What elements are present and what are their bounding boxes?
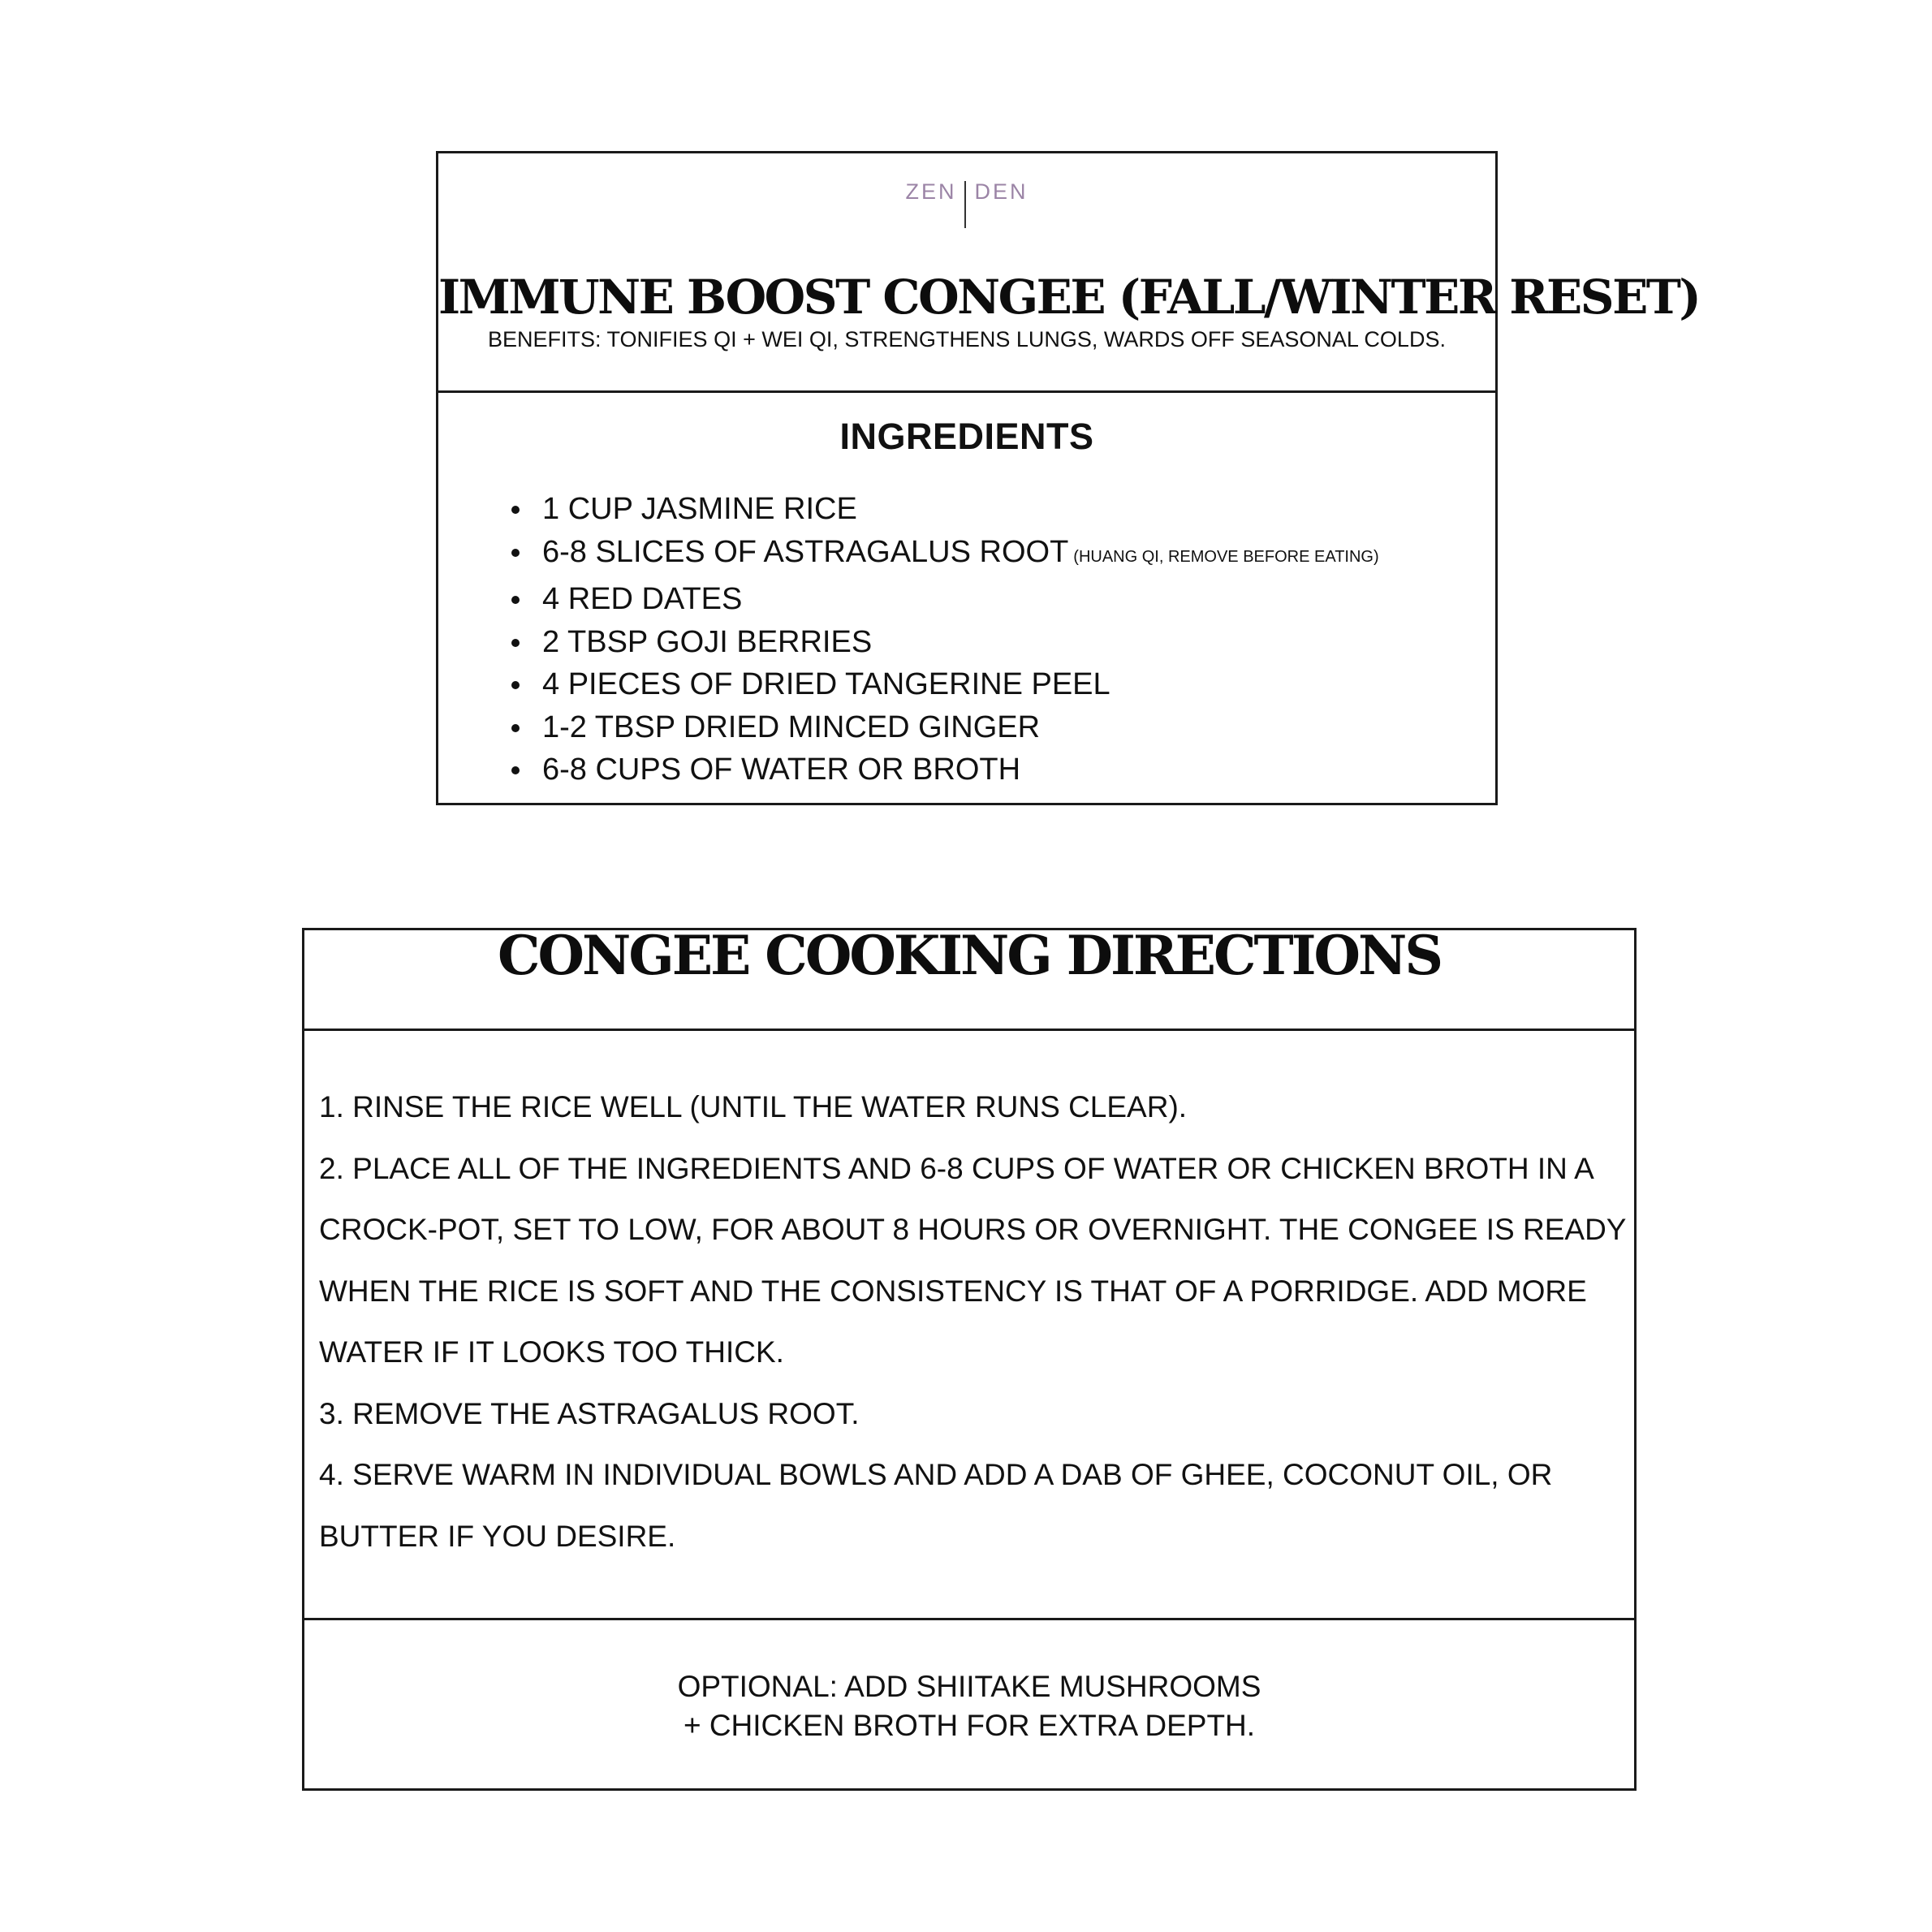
optional-note-line-2: + CHICKEN BROTH FOR EXTRA DEPTH. (683, 1709, 1256, 1742)
directions-title: CONGEE COOKING DIRECTIONS (498, 924, 1441, 988)
ingredient-item (511, 748, 1495, 791)
ingredient-text: 1-2 TBSP DRIED MINCED GINGER (542, 709, 1041, 744)
bullet-icon (511, 639, 520, 647)
recipe-benefits: BENEFITS: TONIFIES QI + WEI QI, STRENGTHENS LUNGS, WARDS OFF SEASONAL COLDS. (488, 327, 1446, 351)
directions-header (304, 924, 1634, 1031)
direction-step: 4. SERVE WARM IN INDIVIDUAL BOWLS AND ADD A DAB OF GHEE, COCONUT OIL, OR BUTTER IF YOU DESIRE. (319, 1458, 1553, 1553)
recipe-card (436, 151, 1700, 805)
direction-step: 3. REMOVE THE ASTRAGALUS ROOT. (319, 1396, 860, 1430)
bullet-icon (511, 724, 520, 732)
ingredient-item (511, 578, 1495, 621)
ingredient-text: 1 CUP JASMINE RICE (542, 492, 857, 527)
recipe-title: IMMUNE BOOST CONGEE (FALL/WINTER RESET) (438, 269, 1700, 325)
zen-den-logo (438, 179, 1495, 228)
ingredient-item (511, 531, 1495, 579)
directions-card (302, 924, 1637, 1791)
ingredient-note: (HUANG QI, REMOVE BEFORE EATING) (1073, 547, 1379, 566)
bullet-icon (511, 549, 520, 557)
bullet-icon (511, 766, 520, 774)
ingredients-heading: INGREDIENTS (839, 416, 1094, 457)
ingredient-item (511, 621, 1495, 664)
ingredients-list (438, 488, 1495, 791)
ingredient-text: 2 TBSP GOJI BERRIES (542, 624, 873, 659)
logo-text-left: ZEN (905, 179, 957, 204)
bullet-icon (511, 596, 520, 604)
optional-note (304, 1620, 1634, 1745)
bullet-icon (511, 681, 520, 689)
bullet-icon (511, 506, 520, 514)
ingredient-item (511, 706, 1495, 749)
ingredients-section (438, 416, 1495, 791)
ingredient-text: 6-8 CUPS OF WATER OR BROTH (542, 753, 1021, 787)
logo-text-right: DEN (974, 179, 1029, 204)
direction-step: 2. PLACE ALL OF THE INGREDIENTS AND 6-8 CUPS OF WATER OR CHICKEN BROTH IN A CROCK-POT, SET TO LOW, FOR ABOUT 8 HOURS OR OVERNIGHT. THE CONGEE IS READY WHEN THE RICE IS SOFT AND THE CONSISTENCY IS THAT OF A PORRIDGE. ADD MORE WATER IF IT LOOKS TOO THICK. (319, 1151, 1626, 1369)
directions-steps (304, 1031, 1634, 1620)
ingredient-text: 6-8 SLICES OF ASTRAGALUS ROOT (542, 534, 1069, 569)
recipe-header (438, 153, 1700, 393)
ingredient-text: 4 RED DATES (542, 582, 743, 617)
optional-note-line-1: OPTIONAL: ADD SHIITAKE MUSHROOMS (677, 1670, 1261, 1703)
ingredient-item (511, 488, 1495, 531)
ingredient-item (511, 663, 1495, 706)
direction-step: 1. RINSE THE RICE WELL (UNTIL THE WATER RUNS CLEAR). (319, 1090, 1188, 1123)
ingredient-text: 4 PIECES OF DRIED TANGERINE PEEL (542, 667, 1110, 702)
